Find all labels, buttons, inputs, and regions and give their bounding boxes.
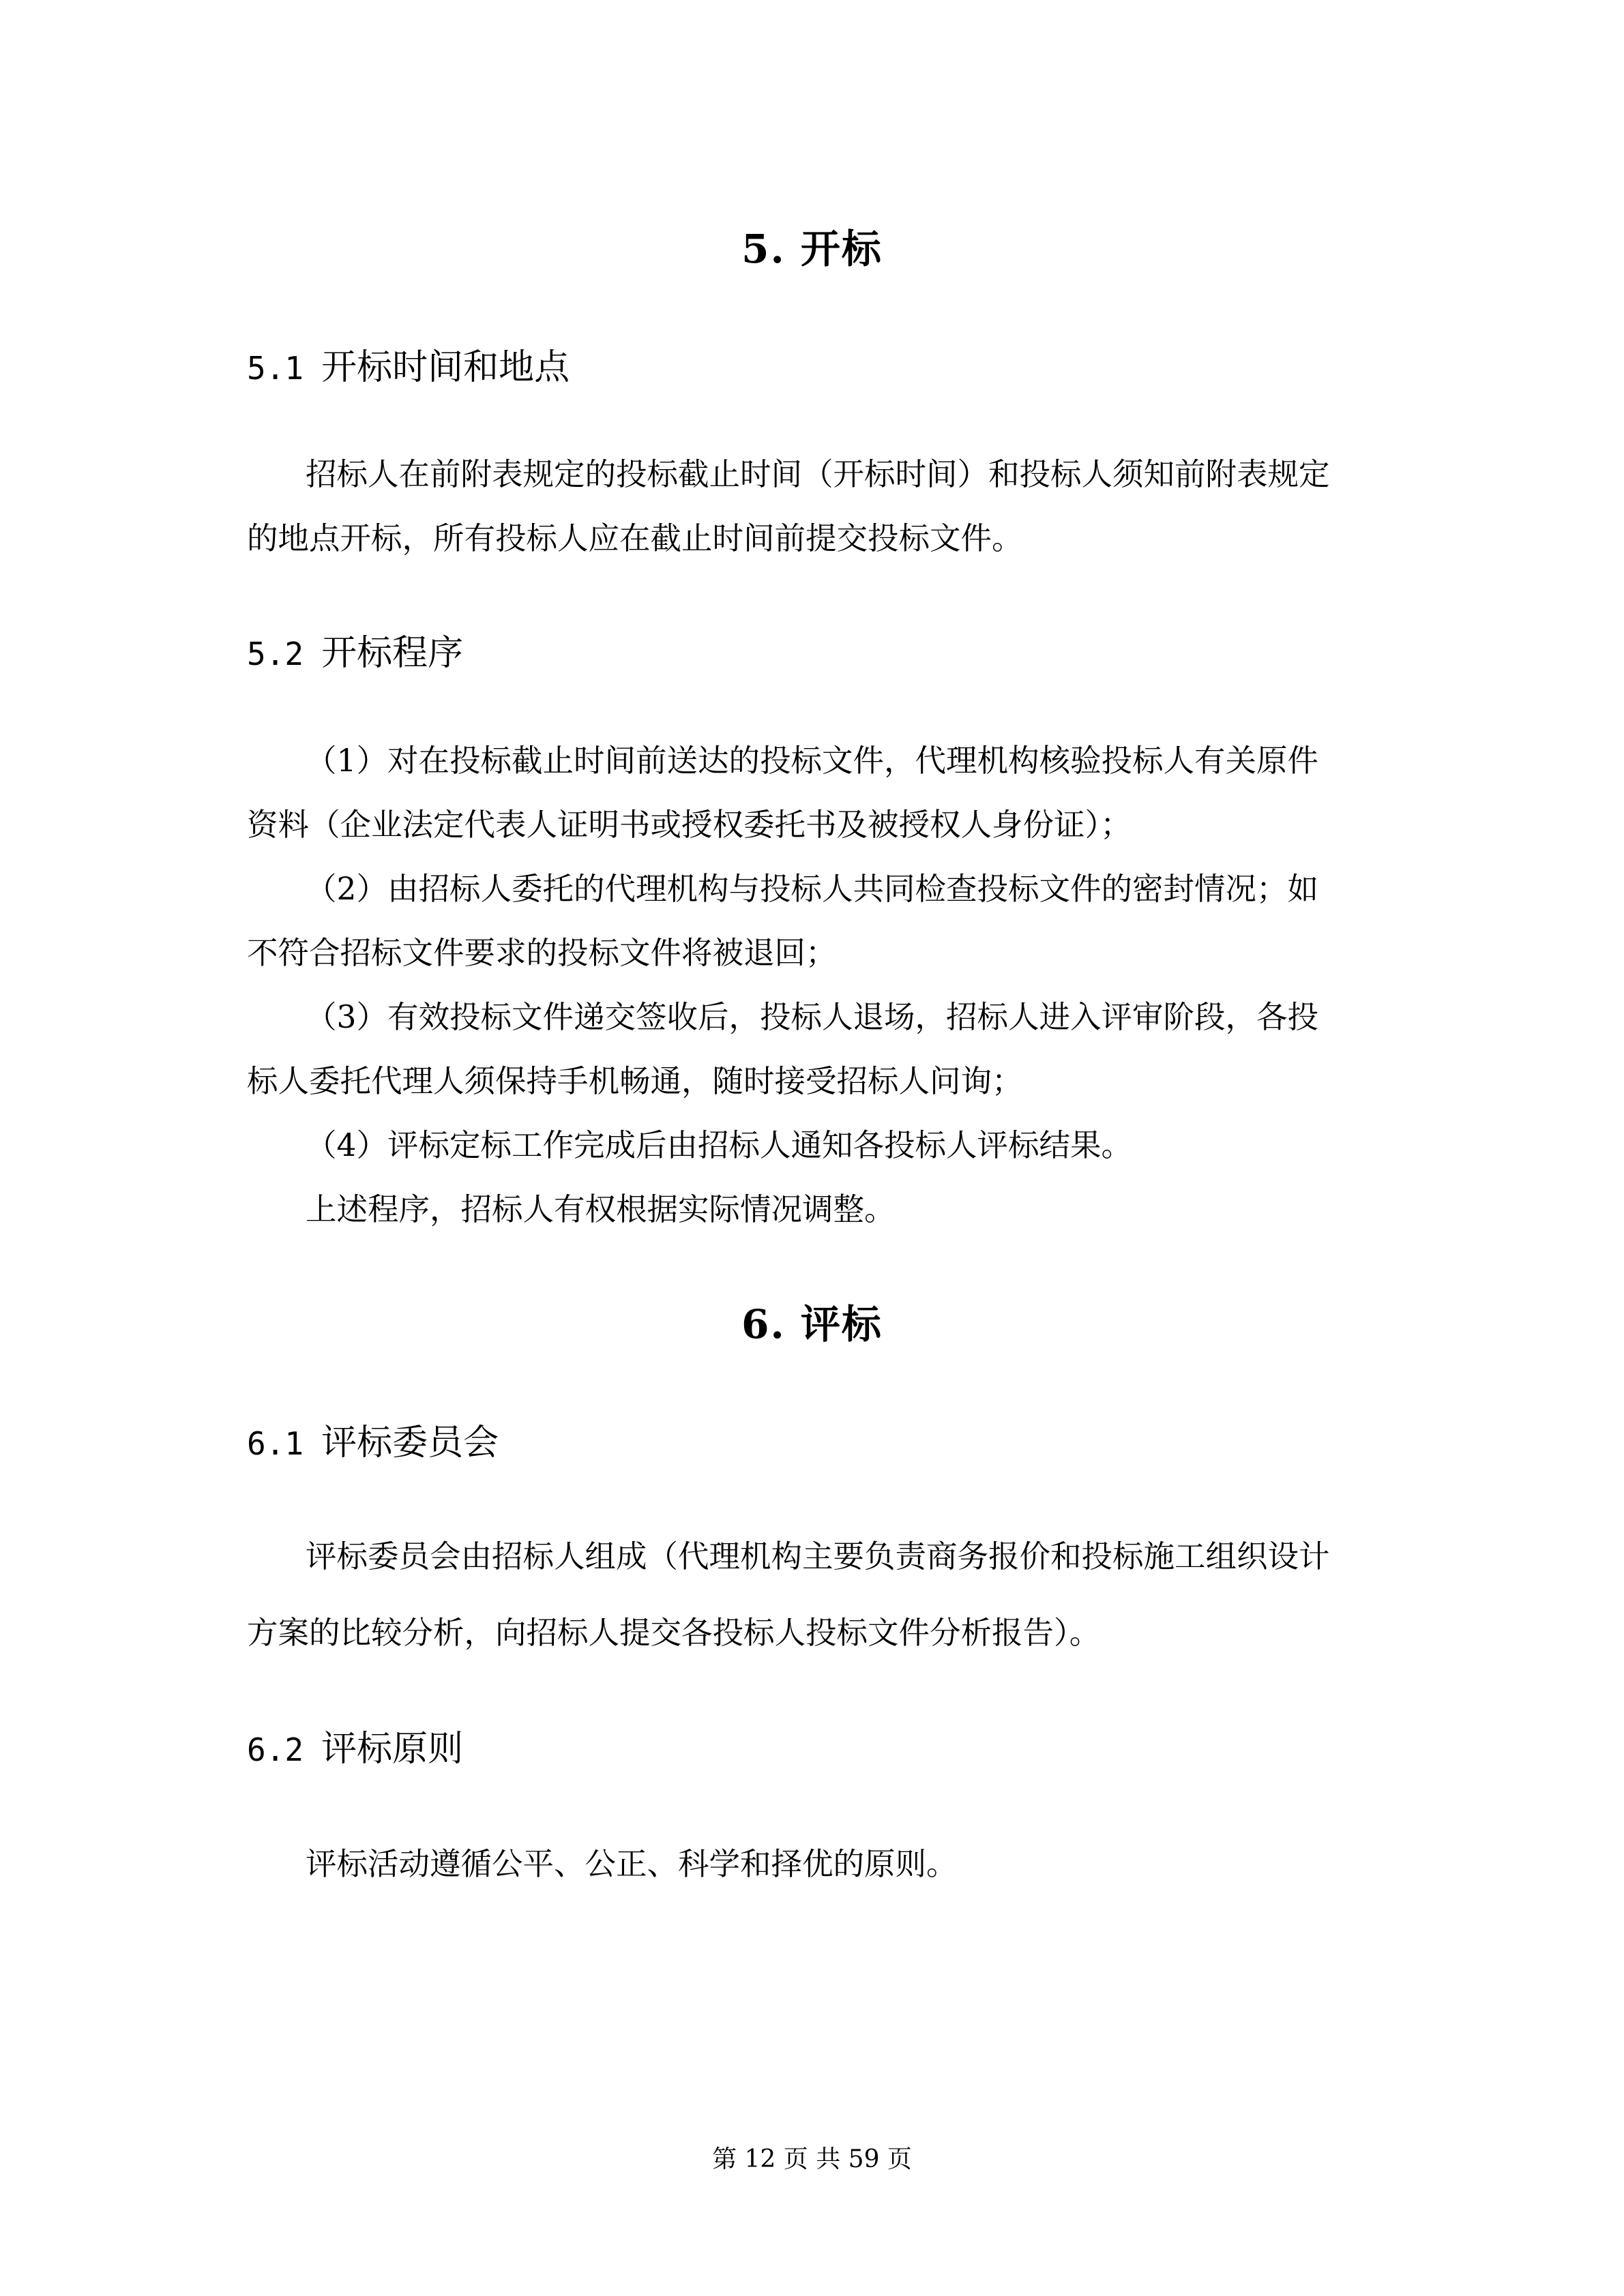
text-line: 方案的比较分析，向招标人提交各投标人投标文件分析报告）。 bbox=[247, 1615, 1101, 1651]
text-line: 招标人在前附表规定的投标截止时间（开标时间）和投标人须知前附表规定 bbox=[306, 456, 1330, 492]
subsection-title: 开标时间和地点 bbox=[321, 347, 570, 388]
subsection-title: 评标原则 bbox=[321, 1729, 464, 1770]
section-6-title: 6. 评标 bbox=[741, 1301, 883, 1347]
text-line: 上述程序，招标人有权根据实际情况调整。 bbox=[306, 1191, 896, 1227]
subsection-number: 5.1 bbox=[247, 350, 304, 387]
subsection-number: 6.2 bbox=[247, 1731, 304, 1768]
subsection-title: 开标程序 bbox=[321, 633, 464, 674]
text-line: 不符合招标文件要求的投标文件将被退回； bbox=[247, 935, 837, 971]
text-line: 资料（企业法定代表人证明书或授权委托书及被授权人身份证）； bbox=[247, 807, 1132, 843]
subsection-6-1-heading bbox=[247, 1414, 499, 1465]
page-number-footer: 第 12 页 共 59 页 bbox=[712, 2145, 912, 2173]
subsection-title: 评标委员会 bbox=[321, 1422, 499, 1463]
section-5-title: 5. 开标 bbox=[741, 226, 883, 272]
text-line: 的地点开标，所有投标人应在截止时间前提交投标文件。 bbox=[247, 520, 1023, 556]
subsection-5-1-heading bbox=[247, 338, 570, 389]
text-line: （4）评标定标工作完成后由招标人通知各投标人评标结果。 bbox=[306, 1127, 1132, 1163]
subsection-6-2-heading bbox=[247, 1720, 463, 1771]
subsection-5-2-heading bbox=[247, 624, 463, 675]
text-line: 标人委托代理人须保持手机畅通，随时接受招标人问询； bbox=[247, 1063, 1023, 1099]
text-line: （1）对在投标截止时间前送达的投标文件，代理机构核验投标人有关原件 bbox=[306, 743, 1318, 779]
text-line: （2）由招标人委托的代理机构与投标人共同检查投标文件的密封情况；如 bbox=[306, 871, 1318, 907]
text-line: 评标活动遵循公平、公正、科学和择优的原则。 bbox=[306, 1846, 958, 1882]
subsection-number: 6.1 bbox=[247, 1425, 304, 1462]
subsection-number: 5.2 bbox=[247, 636, 304, 672]
text-line: 评标委员会由招标人组成（代理机构主要负责商务报价和投标施工组织设计 bbox=[306, 1538, 1330, 1575]
text-line: （3）有效投标文件递交签收后，投标人退场，招标人进入评审阶段，各投 bbox=[306, 999, 1318, 1035]
